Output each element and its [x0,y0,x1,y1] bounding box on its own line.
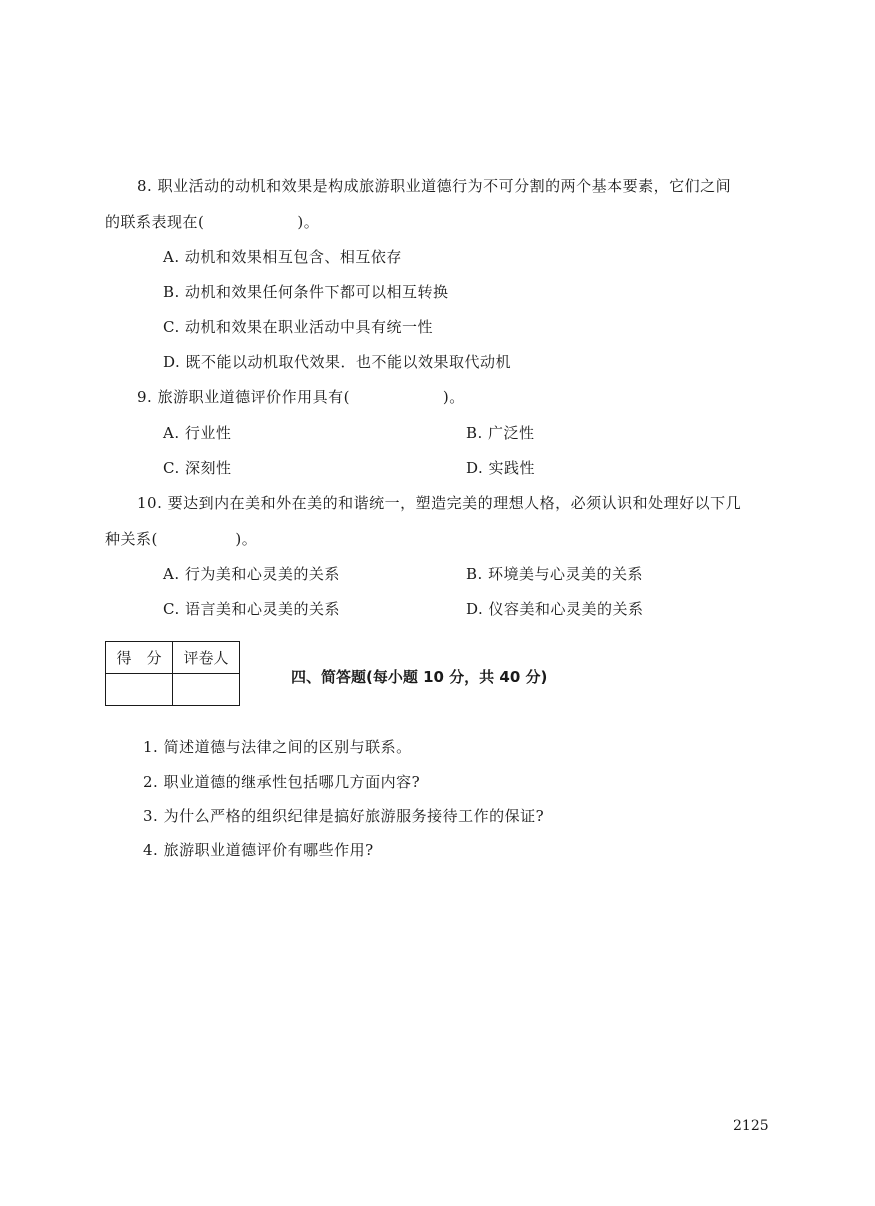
short-question-4: 4. 旅游职业道德评价有哪些作用? [143,841,374,859]
q10-option-b: B. 环境美与心灵美的关系 [466,565,644,583]
short-question-2: 2. 职业道德的继承性包括哪几方面内容? [143,773,421,791]
short-question-3: 3. 为什么严格的组织纪律是搞好旅游服务接待工作的保证? [143,807,545,825]
q10-option-d: D. 仪容美和心灵美的关系 [466,600,644,618]
q10-stem-line1: 10. 要达到内在美和外在美的和谐统一，塑造完美的理想人格，必须认识和处理好以下几 [137,494,742,512]
score-header: 得 分 [106,642,173,674]
q8-stem-line2: 的联系表现在( )。 [105,213,320,231]
q10-option-a: A. 行为美和心灵美的关系 [163,565,340,583]
q10-option-c: C. 语言美和心灵美的关系 [163,600,340,618]
grader-header: 评卷人 [173,642,240,674]
q8-option-c: C. 动机和效果在职业活动中具有统一性 [163,318,433,336]
q9-option-a: A. 行业性 [163,424,232,442]
q8-stem-line1: 8. 职业活动的动机和效果是构成旅游职业道德行为不可分割的两个基本要素，它们之间 [137,177,732,195]
grader-cell [173,674,240,706]
section-title: 四、简答题(每小题 10 分，共 40 分) [291,668,548,686]
q8-option-a: A. 动机和效果相互包含、相互依存 [163,248,402,266]
q9-option-c: C. 深刻性 [163,459,232,477]
short-question-1: 1. 简述道德与法律之间的区别与联系。 [143,738,412,756]
q9-option-d: D. 实践性 [466,459,536,477]
q9-option-b: B. 广泛性 [466,424,535,442]
q8-option-b: B. 动机和效果任何条件下都可以相互转换 [163,283,449,301]
score-table [105,641,240,706]
q10-stem-line2: 种关系( )。 [105,530,258,548]
page-number: 2125 [733,1118,769,1134]
score-cell [106,674,173,706]
q9-stem: 9. 旅游职业道德评价作用具有( )。 [137,388,465,406]
q8-option-d: D. 既不能以动机取代效果．也不能以效果取代动机 [163,353,512,371]
